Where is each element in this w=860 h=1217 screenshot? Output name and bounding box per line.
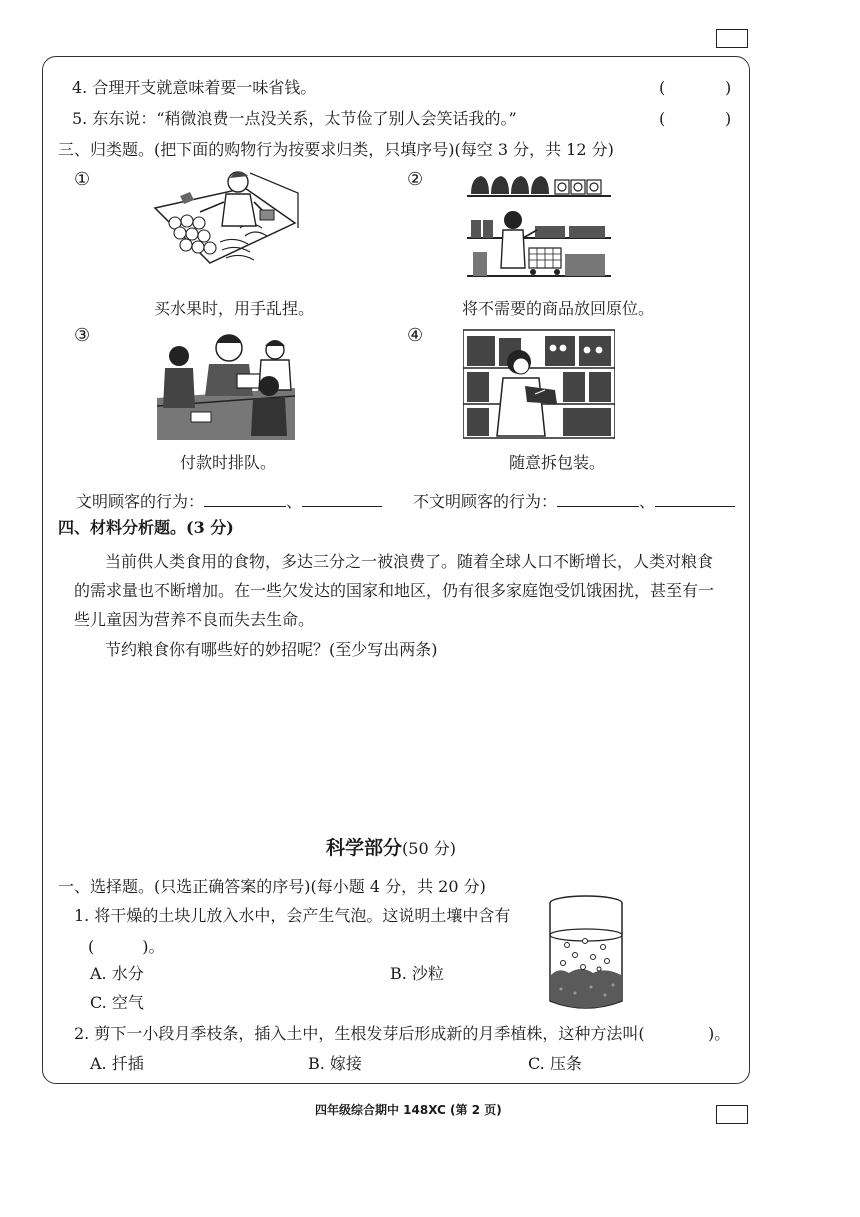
answer-paren-4-close: ) [725, 78, 732, 97]
checkout-queue-illustration-icon [157, 328, 295, 440]
uncivil-answer-blank-1[interactable] [557, 490, 639, 507]
science-title-row [326, 833, 456, 860]
question-1-option-c[interactable]: C. 空气 [90, 993, 144, 1012]
question-2-paren-close: )。 [708, 1024, 731, 1043]
science-title: 科学部分 [326, 837, 403, 859]
item-2-caption: 将不需要的商品放回原位。 [462, 299, 655, 318]
opening-package-illustration-icon [463, 328, 615, 440]
fruit-stall-illustration-icon [150, 168, 300, 278]
question-1-option-a[interactable]: A. 水分 [90, 964, 144, 983]
material-paragraph-line-2: 的需求量也不断增加。在一些欠发达的国家和地区，仍有很多家庭饱受饥饿困扰，甚至有一 [74, 581, 715, 600]
question-1-line-1: 1. 将干燥的土块儿放入水中，会产生气泡。这说明土壤中含有 [74, 906, 511, 925]
civil-separator: 、 [286, 492, 303, 511]
score-box-top [716, 29, 748, 48]
item-4-caption: 随意拆包装。 [509, 453, 606, 472]
civil-answer-blank-2[interactable] [302, 490, 382, 507]
answer-paren-5-open: ( [659, 109, 666, 128]
material-answer-area[interactable] [74, 668, 724, 818]
question-2-option-c[interactable]: C. 压条 [528, 1054, 582, 1073]
question-2-text: 2. 剪下一小段月季枝条，插入土中，生根发芽后形成新的月季植株，这种方法叫( [74, 1024, 645, 1043]
item-1-caption: 买水果时，用手乱捏。 [154, 299, 315, 318]
item-2-number: ② [407, 169, 424, 190]
answer-paren-5-close: ) [725, 109, 732, 128]
page-footer: 四年级综合期中 148XC (第 2 页) [315, 1103, 502, 1117]
uncivil-answer-blank-2[interactable] [655, 490, 735, 507]
item-3-caption: 付款时排队。 [180, 453, 277, 472]
beaker-soil-water-illustration-icon [545, 893, 627, 1015]
question-2-option-a[interactable]: A. 扦插 [90, 1054, 144, 1073]
item-1-number: ① [74, 169, 91, 190]
question-1-option-b[interactable]: B. 沙粒 [390, 964, 444, 983]
judge-item-4: 4. 合理开支就意味着要一味省钱。 [72, 78, 317, 97]
civil-answer-blank-1[interactable] [204, 490, 286, 507]
judge-item-5: 5. 东东说：“稍微浪费一点没关系，太节俭了别人会笑话我的。” [72, 109, 517, 128]
classify-heading: 三、归类题。(把下面的购物行为按要求归类，只填序号)(每空 3 分，共 12 分) [58, 140, 614, 159]
material-question: 节约粮食你有哪些好的妙招呢？(至少写出两条) [105, 640, 438, 659]
material-heading: 四、材料分析题。(3 分) [58, 518, 234, 537]
civil-behavior-answer-row [76, 490, 382, 512]
score-box-bottom [716, 1105, 748, 1124]
uncivil-behavior-answer-row [413, 490, 735, 512]
question-1-line-2: ( )。 [88, 937, 165, 956]
item-3-number: ③ [74, 325, 91, 346]
choice-heading: 一、选择题。(只选正确答案的序号)(每小题 4 分，共 20 分) [58, 877, 486, 896]
answer-paren-4-open: ( [659, 78, 666, 97]
civil-behavior-label: 文明顾客的行为： [76, 492, 205, 511]
material-paragraph-line-3: 些儿童因为营养不良而失去生命。 [74, 610, 315, 629]
material-paragraph-line-1: 当前供人类食用的食物，多达三分之一被浪费了。随着全球人口不断增长，人类对粮食 [105, 552, 714, 571]
store-shelf-illustration-icon [465, 168, 613, 280]
uncivil-separator: 、 [639, 492, 656, 511]
question-2-option-b[interactable]: B. 嫁接 [308, 1054, 362, 1073]
item-4-number: ④ [407, 325, 424, 346]
uncivil-behavior-label: 不文明顾客的行为： [413, 492, 558, 511]
science-score: (50 分) [402, 839, 456, 858]
